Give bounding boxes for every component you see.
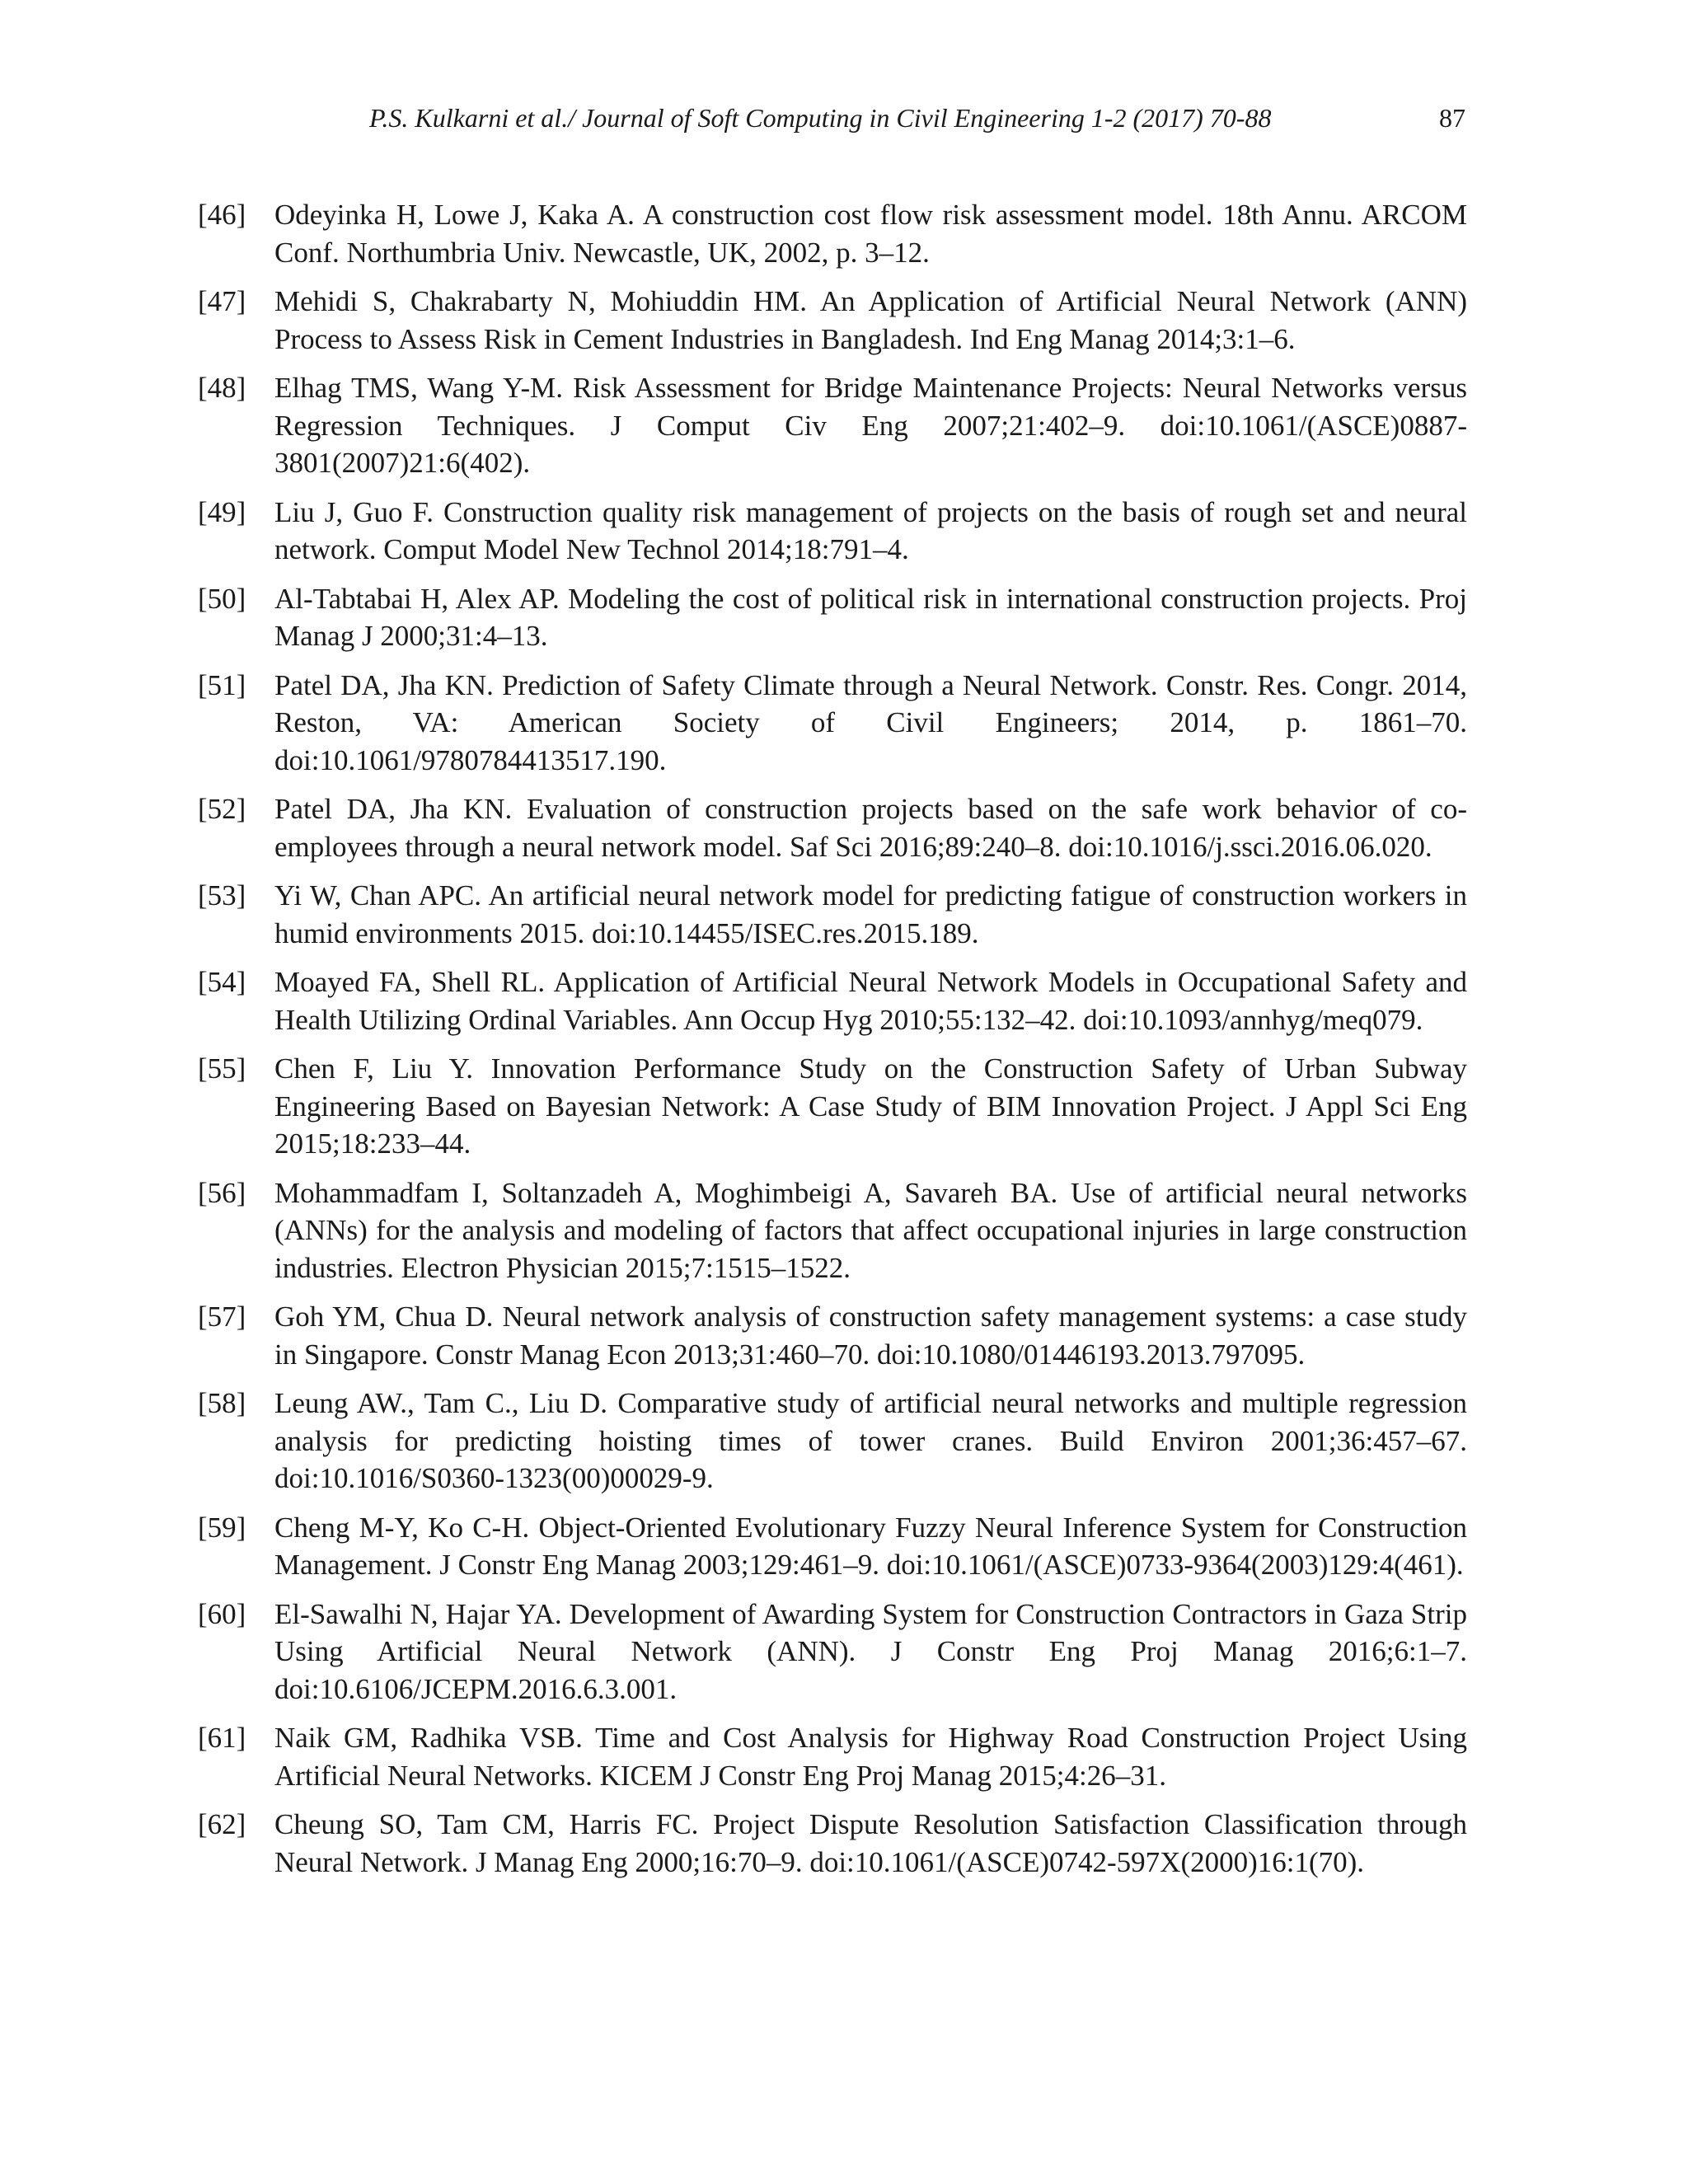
reference-number: [59] xyxy=(198,1511,246,1544)
reference-text: Cheng M-Y, Ko C-H. Object-Oriented Evolutionary Fuzzy Neural Inference System for Construction Management. J Constr Eng Manag 2003;129:461–9. doi:10.1061/(ASCE)0733-9364(2003)129:4(461). xyxy=(274,1511,1467,1581)
reference-item xyxy=(198,283,1467,358)
reference-number: [46] xyxy=(198,199,246,231)
reference-text: Mehidi S, Chakrabarty N, Mohiuddin HM. An Application of Artificial Neural Network (ANN) Process to Assess Risk in Cement Industries in Bangladesh. Ind Eng Manag 2014;3:1–6. xyxy=(274,285,1467,355)
reference-item xyxy=(198,790,1467,865)
reference-number: [48] xyxy=(198,372,246,404)
reference-text: Patel DA, Jha KN. Evaluation of construction projects based on the safe work behavior of co-employees through a neural network model. Saf Sci 2016;89:240–8. doi:10.1016/j.ssci.2016.06.020. xyxy=(274,793,1467,863)
reference-text: Liu J, Guo F. Construction quality risk management of projects on the basis of rough set and neural network. Comput Model New Technol 2014;18:791–4. xyxy=(274,495,1467,565)
reference-number: [57] xyxy=(198,1301,246,1333)
reference-item xyxy=(198,1596,1467,1708)
reference-item xyxy=(198,1050,1467,1163)
reference-item xyxy=(198,494,1467,569)
reference-text: Al-Tabtabai H, Alex AP. Modeling the cost of political risk in international construction projects. Proj Manag J 2000;31:4–13. xyxy=(274,582,1467,652)
reference-number: [61] xyxy=(198,1722,246,1754)
running-head: P.S. Kulkarni et al./ Journal of Soft Computing in Civil Engineering 1-2 (2017) 70-88 xyxy=(369,103,1272,133)
reference-item xyxy=(198,1174,1467,1287)
reference-item xyxy=(198,1385,1467,1497)
reference-number: [51] xyxy=(198,668,246,701)
reference-item xyxy=(198,1298,1467,1373)
reference-item xyxy=(198,963,1467,1038)
reference-text: Mohammadfam I, Soltanzadeh A, Moghimbeigi A, Savareh BA. Use of artificial neural networks (ANNs) for the analysis and modeling of factors that affect occupational injuries in large construction industries. Electron Physician 2015;7:1515–1522. xyxy=(274,1176,1467,1284)
reference-number: [54] xyxy=(198,966,246,998)
page-header xyxy=(0,97,1688,138)
reference-text: Moayed FA, Shell RL. Application of Artificial Neural Network Models in Occupational Safety and Health Utilizing Ordinal Variables. Ann Occup Hyg 2010;55:132–42. doi:10.1093/annhyg/meq079. xyxy=(274,966,1467,1036)
reference-number: [55] xyxy=(198,1052,246,1085)
reference-text: Cheung SO, Tam CM, Harris FC. Project Dispute Resolution Satisfaction Classification through Neural Network. J Manag Eng 2000;16:70–9. doi:10.1061/(ASCE)0742-597X(2000)16:1(70). xyxy=(274,1808,1467,1878)
reference-text: Goh YM, Chua D. Neural network analysis of construction safety management systems: a case study in Singapore. Constr Manag Econ 2013;31:460–70. doi:10.1080/01446193.2013.797095. xyxy=(274,1301,1467,1371)
reference-item xyxy=(198,1719,1467,1794)
reference-text: Leung AW., Tam C., Liu D. Comparative study of artificial neural networks and multiple regression analysis for predicting hoisting times of tower cranes. Build Environ 2001;36:457–67. doi:10.1016/S0360-1323(00)00029-9. xyxy=(274,1387,1467,1494)
reference-text: Naik GM, Radhika VSB. Time and Cost Analysis for Highway Road Construction Project Using Artificial Neural Networks. KICEM J Constr Eng Proj Manag 2015;4:26–31. xyxy=(274,1722,1467,1792)
page-number: 87 xyxy=(1439,103,1465,133)
reference-number: [56] xyxy=(198,1176,246,1209)
reference-item xyxy=(198,1806,1467,1881)
reference-item xyxy=(198,196,1467,271)
reference-item xyxy=(198,667,1467,780)
reference-text: Yi W, Chan APC. An artificial neural network model for predicting fatigue of construction workers in humid environments 2015. doi:10.14455/ISEC.res.2015.189. xyxy=(274,879,1467,949)
reference-item xyxy=(198,1509,1467,1584)
reference-item xyxy=(198,369,1467,482)
reference-number: [47] xyxy=(198,285,246,317)
reference-number: [49] xyxy=(198,495,246,528)
reference-text: Chen F, Liu Y. Innovation Performance Study on the Construction Safety of Urban Subway Engineering Based on Bayesian Network: A Case Study of BIM Innovation Project. J Appl Sci Eng 2015;18:233–44. xyxy=(274,1052,1467,1160)
reference-number: [60] xyxy=(198,1597,246,1630)
reference-text: Odeyinka H, Lowe J, Kaka A. A construction cost flow risk assessment model. 18th Annu. ARCOM Conf. Northumbria Univ. Newcastle, UK, 2002, p. 3–12. xyxy=(274,199,1467,269)
reference-item xyxy=(198,580,1467,655)
reference-item xyxy=(198,877,1467,952)
reference-number: [50] xyxy=(198,582,246,615)
reference-number: [62] xyxy=(198,1808,246,1840)
reference-number: [58] xyxy=(198,1387,246,1419)
reference-number: [53] xyxy=(198,879,246,912)
reference-list xyxy=(198,196,1467,1892)
reference-text: Elhag TMS, Wang Y-M. Risk Assessment for Bridge Maintenance Projects: Neural Networks versus Regression Techniques. J Comput Civ Eng 2007;21:402–9. doi:10.1061/(ASCE)0887-3801(2007)21:6(402). xyxy=(274,372,1467,479)
reference-number: [52] xyxy=(198,793,246,825)
reference-text: El-Sawalhi N, Hajar YA. Development of Awarding System for Construction Contractors in Gaza Strip Using Artificial Neural Network (ANN). J Constr Eng Proj Manag 2016;6:1–7. doi:10.6106/JCEPM.2016.6.3.001. xyxy=(274,1597,1467,1705)
reference-text: Patel DA, Jha KN. Prediction of Safety Climate through a Neural Network. Constr. Res. Congr. 2014, Reston, VA: American Society of Civil Engineers; 2014, p. 1861–70. doi:10.1061/9780784413517.190. xyxy=(274,668,1467,776)
